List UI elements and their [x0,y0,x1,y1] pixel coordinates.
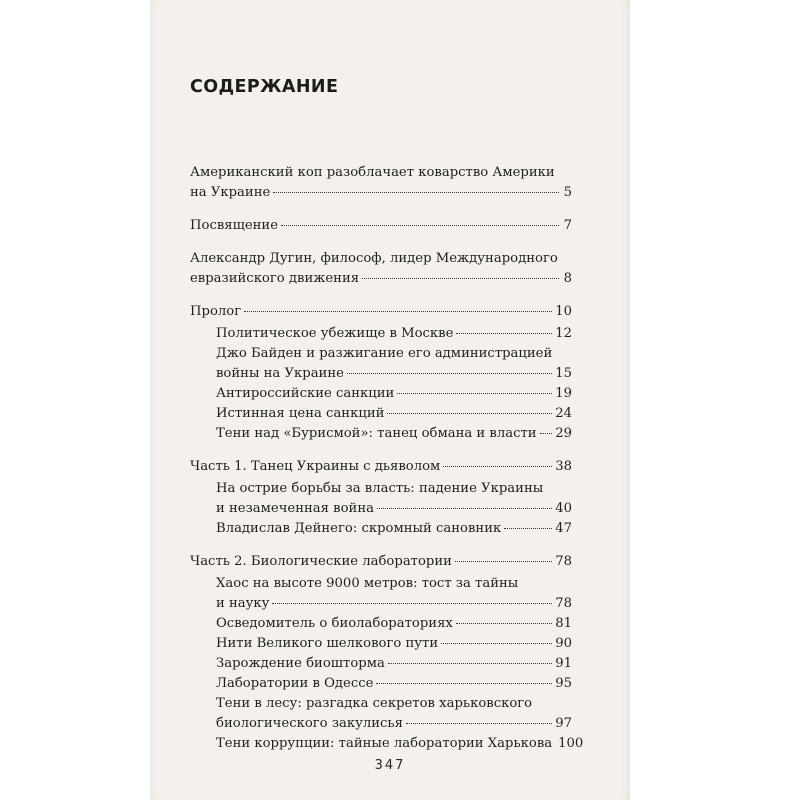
dot-leader [456,333,552,334]
dot-leader [281,225,559,226]
toc-entry-title: биологического закулисья [216,716,403,731]
toc-page-number: 29 [555,426,572,441]
toc-subentry [190,634,572,654]
toc-entry-title: Посвящение [190,218,279,233]
dot-leader [441,643,552,644]
toc-entry-title: Часть 1. Танец Украины с дьяволом [190,459,441,474]
toc-entry-title: войны на Украине [216,366,344,381]
page-number: 347 [374,758,406,773]
dot-leader [406,723,552,724]
toc-page-number: 19 [555,386,572,401]
dot-leader [455,561,552,562]
dot-leader [397,393,552,394]
toc-entry [190,457,572,477]
toc-page-number: 8 [563,271,572,286]
toc-page-number: 95 [555,676,572,691]
toc-entry-title: Зарождение биошторма [216,656,385,671]
toc-page-number: 90 [555,636,572,651]
toc-entry-title: евразийского движения [190,271,360,286]
toc-entry-title: Тени коррупции: тайные лаборатории Харькова [216,736,553,751]
contents-heading: СОДЕРЖАНИЕ [190,77,339,97]
toc-page-number: 91 [555,656,572,671]
toc-page-number: 7 [563,218,572,233]
toc-entry [190,163,572,203]
toc-entry-title: Пролог [190,304,242,319]
toc-entry-title: Антироссийские санкции [216,386,395,401]
toc-subentry [190,734,584,754]
toc-subentry [190,694,572,734]
toc-subentry [190,654,572,674]
toc-entry-title: Истинная цена санкций [216,406,385,421]
toc-page-number: 12 [555,326,572,341]
dot-leader [244,311,552,312]
toc-subentry [190,384,572,404]
dot-leader [376,683,552,684]
toc-entry-title: Лаборатории в Одессе [216,676,374,691]
dot-leader [273,192,559,193]
toc-subentry [190,574,572,614]
dot-leader [387,413,552,414]
toc-subentry [190,344,572,384]
toc-page-number: 81 [555,616,572,631]
toc-subentry [190,519,572,539]
toc-entry-title: Джо Байден и разжигание его администрацией [216,346,553,361]
toc-entry-title: и незамеченная война [216,501,374,516]
dot-leader [443,466,552,467]
toc-entry [190,249,572,289]
toc-entry-title: Американский коп разоблачает коварство Америки [190,165,555,180]
toc-page-number: 15 [555,366,572,381]
toc-page-number: 10 [555,304,572,319]
toc-page-number: 78 [555,554,572,569]
toc-page-number: 5 [563,185,572,200]
dot-leader [362,278,559,279]
dot-leader [540,433,553,434]
book-page [150,0,630,800]
toc-entry [190,302,572,322]
toc-entry-title: и науку [216,596,270,611]
toc-subentry [190,479,572,519]
toc-subentry [190,404,572,424]
toc-page-number: 47 [555,521,572,536]
toc-entry-title: На острие борьбы за власть: падение Украины [216,481,544,496]
dot-leader [347,373,552,374]
toc-entry-title: Владислав Дейнего: скромный сановник [216,521,502,536]
toc-subentry [190,424,572,444]
toc-entry [190,216,572,236]
toc-page-number: 40 [555,501,572,516]
toc-entry-title: Нити Великого шелкового пути [216,636,439,651]
dot-leader [388,663,552,664]
dot-leader [504,528,552,529]
toc-page-number: 97 [555,716,572,731]
dot-leader [456,623,552,624]
toc-entry-title: Часть 2. Биологические лаборатории [190,554,452,569]
toc-entry-title: Тени над «Бурисмой»: танец обмана и власти [216,426,537,441]
toc-subentry [190,614,572,634]
dot-leader [272,603,552,604]
toc-page-number: 78 [555,596,572,611]
toc-entry-title: Хаос на высоте 9000 метров: тост за тайны [216,576,519,591]
toc-entry-title: Политическое убежище в Москве [216,326,454,341]
toc-entry-title: Александр Дугин, философ, лидер Международного [190,251,558,266]
toc-page-number: 38 [555,459,572,474]
toc-entry-title: Тени в лесу: разгадка секретов харьковского [216,696,533,711]
toc-subentry [190,324,572,344]
toc-entry [190,552,572,572]
dot-leader [377,508,552,509]
toc-page-number: 100 [558,736,584,751]
table-of-contents [190,163,584,754]
toc-entry-title: Осведомитель о биолабораториях [216,616,453,631]
toc-entry-title: на Украине [190,185,271,200]
toc-subentry [190,674,572,694]
toc-page-number: 24 [555,406,572,421]
